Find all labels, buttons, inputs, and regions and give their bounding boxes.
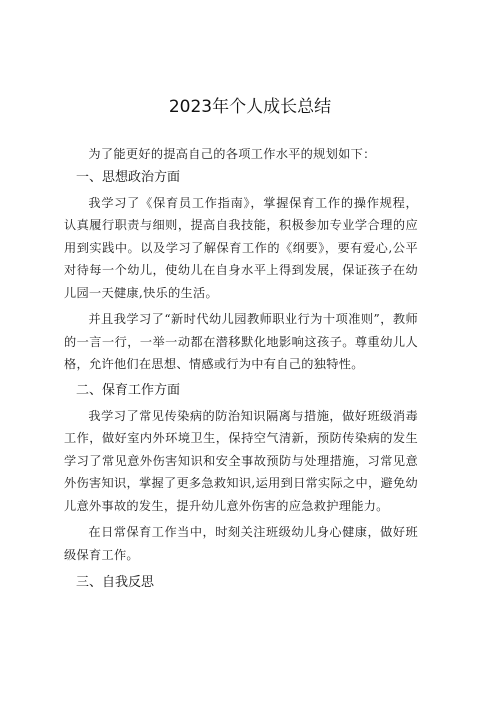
- document-title: 2023年个人成长总结: [168, 97, 332, 117]
- document-body: [64, 143, 418, 597]
- section-heading-political: 一、思想政治方面: [76, 169, 181, 185]
- section-political-paragraph-2: 并且我学习了“新时代幼儿园教师职业行为十项准则”，教师的一言一行，一举一动都在潜移默化地影响这孩子。尊重幼儿人格，允许他们在思想、情感或行为中有自己的独特性。: [64, 312, 418, 371]
- section-heading-reflection: 三、自我反思: [76, 575, 155, 590]
- intro-paragraph: 为了能更好的提高自己的各项工作水平的规划如下：: [88, 147, 376, 161]
- section-childcare-paragraph-2: 在日常保育工作当中，时刻关注班级幼儿身心健康，做好班级保育工作。: [64, 525, 418, 562]
- section-childcare-paragraph-1: 我学习了常见传染病的防治知识隔离与措施，做好班级消毒工作，做好室内外环境卫生，保持空气清新，预防传染病的发生学习了常见意外伤害知识和安全事故预防与处理措施，习常见意外伤害知识，掌握了更多急救知识,运用到日常实际之中，避免幼儿意外事故的发生，提升幼儿意外伤害的应急救护理能力。: [64, 408, 418, 513]
- section-heading-childcare: 二、保育工作方面: [76, 382, 181, 398]
- section-political-paragraph-1: 我学习了《保育员工作指南》，掌握保育工作的操作规程，认真履行职责与细则，提高自我技能，积极参加专业学合理的应用到实践中。以及学习了解保育工作的《纲要》，要有爱心,公平对待每一个幼儿，使幼儿在自身水平上得到发展，保证孩子在幼儿园一天健康,快乐的生活。: [64, 195, 418, 300]
